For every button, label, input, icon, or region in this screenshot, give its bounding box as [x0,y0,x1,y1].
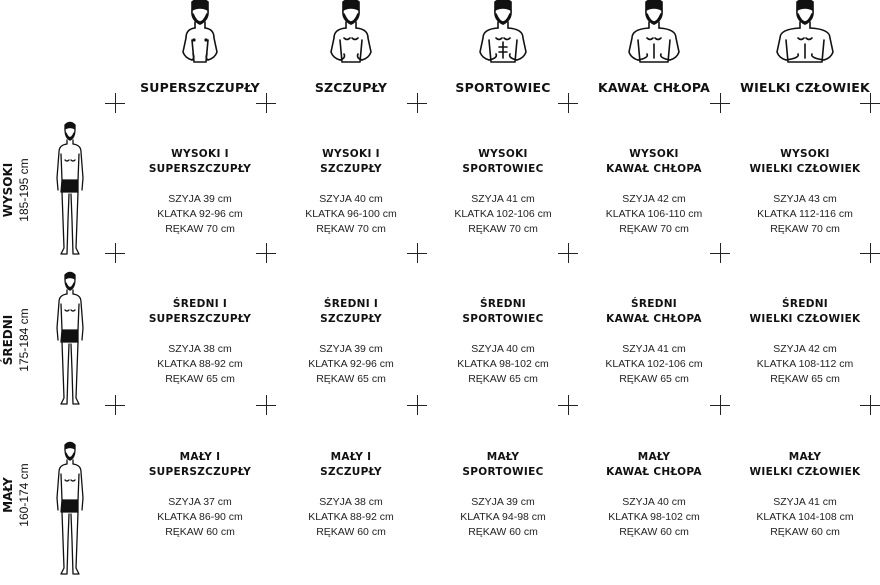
plus-cross-icon [105,395,125,415]
measurements [730,495,880,540]
row-name: WYSOKI [1,162,15,218]
size-cell [579,147,729,237]
size-name-line2: SUPERSZCZUPŁY [148,466,252,478]
chest-measurement: KLATKA 106-110 cm [605,208,703,220]
measurements [428,342,578,387]
sleeve-measurement: RĘKAW 65 cm [770,373,840,385]
bearded-man-full-body-icon [48,270,92,410]
neck-measurement: SZYJA 38 cm [319,496,383,508]
size-name-line2: WIELKI CZŁOWIEK [749,466,861,478]
size-cell [428,297,578,387]
size-name-line2: SUPERSZCZUPŁY [148,163,252,175]
column-header: SUPERSZCZUPŁY [140,80,260,95]
row-label [0,260,36,420]
size-name [579,450,729,480]
plus-cross-icon [860,395,880,415]
column-header: KAWAŁ CHŁOPA [597,80,710,95]
chest-measurement: KLATKA 102-106 cm [454,208,552,220]
neck-measurement: SZYJA 41 cm [622,343,686,355]
sleeve-measurement: RĘKAW 65 cm [165,373,235,385]
plus-cross-icon [256,395,276,415]
row-label [0,415,36,575]
chest-measurement: KLATKA 102-106 cm [605,358,703,370]
sleeve-measurement: RĘKAW 70 cm [468,223,538,235]
row-label [0,110,36,270]
size-cell [579,297,729,387]
plus-cross-icon [256,243,276,263]
size-name-line1: WYSOKI I [322,148,380,160]
sleeve-measurement: RĘKAW 60 cm [316,526,386,538]
plus-cross-icon [558,395,578,415]
chest-measurement: KLATKA 88-92 cm [308,511,394,523]
neck-measurement: SZYJA 39 cm [319,343,383,355]
measurements [579,495,729,540]
size-cell [428,147,578,237]
size-name-line1: MAŁY [486,451,520,463]
measurements [428,192,578,237]
plus-cross-icon [256,93,276,113]
size-name [730,147,880,177]
size-name-line2: SZCZUPŁY [320,163,382,175]
size-name-line2: SZCZUPŁY [320,466,382,478]
column-header: SPORTOWIEC [455,80,551,95]
bearded-man-torso-icon [760,0,850,68]
measurements [125,192,275,237]
chest-measurement: KLATKA 92-96 cm [308,358,394,370]
size-name-line1: ŚREDNI I [323,298,379,310]
measurements [579,342,729,387]
neck-measurement: SZYJA 40 cm [622,496,686,508]
sleeve-measurement: RĘKAW 65 cm [316,373,386,385]
chest-measurement: KLATKA 104-108 cm [756,511,854,523]
size-name-line1: WYSOKI [629,148,679,160]
size-name [579,147,729,177]
neck-measurement: SZYJA 39 cm [471,496,535,508]
neck-measurement: SZYJA 40 cm [471,343,535,355]
chest-measurement: KLATKA 108-112 cm [756,358,854,370]
plus-cross-icon [710,243,730,263]
size-name-line2: SZCZUPŁY [320,313,382,325]
size-name-line1: WYSOKI [780,148,830,160]
measurements [428,495,578,540]
size-name-line1: MAŁY [637,451,671,463]
bearded-man-torso-icon [458,0,548,68]
sleeve-measurement: RĘKAW 65 cm [468,373,538,385]
neck-measurement: SZYJA 41 cm [471,193,535,205]
size-name [730,450,880,480]
bearded-man-full-body-icon [48,120,92,260]
measurements [730,342,880,387]
bearded-man-full-body-icon [48,440,92,580]
sleeve-measurement: RĘKAW 65 cm [619,373,689,385]
size-name-line1: WYSOKI [478,148,528,160]
size-name-line1: ŚREDNI I [172,298,228,310]
plus-cross-icon [407,395,427,415]
size-name-line1: ŚREDNI [630,298,678,310]
size-name-line1: WYSOKI I [171,148,229,160]
measurements [125,342,275,387]
plus-cross-icon [558,243,578,263]
neck-measurement: SZYJA 39 cm [168,193,232,205]
column-header: SZCZUPŁY [314,80,388,95]
chest-measurement: KLATKA 86-90 cm [157,511,243,523]
row-height-range: 185-195 cm [17,158,31,222]
size-cell [730,147,880,237]
neck-measurement: SZYJA 42 cm [773,343,837,355]
size-name [428,297,578,327]
plus-cross-icon [105,243,125,263]
chest-measurement: KLATKA 96-100 cm [305,208,397,220]
size-cell [125,147,275,237]
row-name: ŚREDNI [1,314,15,366]
neck-measurement: SZYJA 41 cm [773,496,837,508]
measurements [276,342,426,387]
size-name-line1: MAŁY I [179,451,221,463]
chest-measurement: KLATKA 94-98 cm [460,511,546,523]
measurements [276,192,426,237]
sleeve-measurement: RĘKAW 60 cm [165,526,235,538]
size-name-line2: KAWAŁ CHŁOPA [606,313,702,325]
plus-cross-icon [710,395,730,415]
sleeve-measurement: RĘKAW 60 cm [619,526,689,538]
plus-cross-icon [558,93,578,113]
size-name-line2: SPORTOWIEC [462,466,544,478]
size-name [428,147,578,177]
size-cell [730,450,880,540]
size-name [276,450,426,480]
plus-cross-icon [407,243,427,263]
plus-cross-icon [710,93,730,113]
measurements [276,495,426,540]
size-cell [428,450,578,540]
bearded-man-torso-icon [306,0,396,68]
size-name [428,450,578,480]
plus-cross-icon [860,93,880,113]
plus-cross-icon [407,93,427,113]
bearded-man-torso-icon [155,0,245,68]
size-name-line1: MAŁY [788,451,822,463]
size-cell [730,297,880,387]
sleeve-measurement: RĘKAW 70 cm [619,223,689,235]
chest-measurement: KLATKA 88-92 cm [157,358,243,370]
neck-measurement: SZYJA 43 cm [773,193,837,205]
chest-measurement: KLATKA 98-102 cm [608,511,700,523]
size-name-line2: KAWAŁ CHŁOPA [606,466,702,478]
size-name-line1: ŚREDNI [781,298,829,310]
measurements [579,192,729,237]
size-cell [125,297,275,387]
bearded-man-torso-icon [609,0,699,68]
column-header: WIELKI CZŁOWIEK [740,80,870,95]
size-cell [276,450,426,540]
row-height-range: 160-174 cm [17,463,31,527]
chest-measurement: KLATKA 98-102 cm [457,358,549,370]
measurements [730,192,880,237]
chest-measurement: KLATKA 92-96 cm [157,208,243,220]
size-cell [276,147,426,237]
size-cell [579,450,729,540]
size-name-line1: ŚREDNI [479,298,527,310]
size-name [276,297,426,327]
neck-measurement: SZYJA 38 cm [168,343,232,355]
size-name-line2: KAWAŁ CHŁOPA [606,163,702,175]
size-name-line1: MAŁY I [330,451,372,463]
size-name [125,147,275,177]
size-name-line2: SPORTOWIEC [462,163,544,175]
size-name-line2: SUPERSZCZUPŁY [148,313,252,325]
sleeve-measurement: RĘKAW 70 cm [770,223,840,235]
row-height-range: 175-184 cm [17,308,31,372]
neck-measurement: SZYJA 37 cm [168,496,232,508]
measurements [125,495,275,540]
size-name [579,297,729,327]
plus-cross-icon [105,93,125,113]
size-name-line2: WIELKI CZŁOWIEK [749,313,861,325]
chest-measurement: KLATKA 112-116 cm [757,208,853,220]
sleeve-measurement: RĘKAW 60 cm [468,526,538,538]
sleeve-measurement: RĘKAW 70 cm [165,223,235,235]
size-name [276,147,426,177]
row-name: MAŁY [1,477,15,513]
sleeve-measurement: RĘKAW 60 cm [770,526,840,538]
size-name [125,450,275,480]
sleeve-measurement: RĘKAW 70 cm [316,223,386,235]
neck-measurement: SZYJA 42 cm [622,193,686,205]
plus-cross-icon [860,243,880,263]
size-name [730,297,880,327]
size-name-line2: SPORTOWIEC [462,313,544,325]
size-name [125,297,275,327]
neck-measurement: SZYJA 40 cm [319,193,383,205]
size-cell [276,297,426,387]
size-name-line2: WIELKI CZŁOWIEK [749,163,861,175]
size-cell [125,450,275,540]
